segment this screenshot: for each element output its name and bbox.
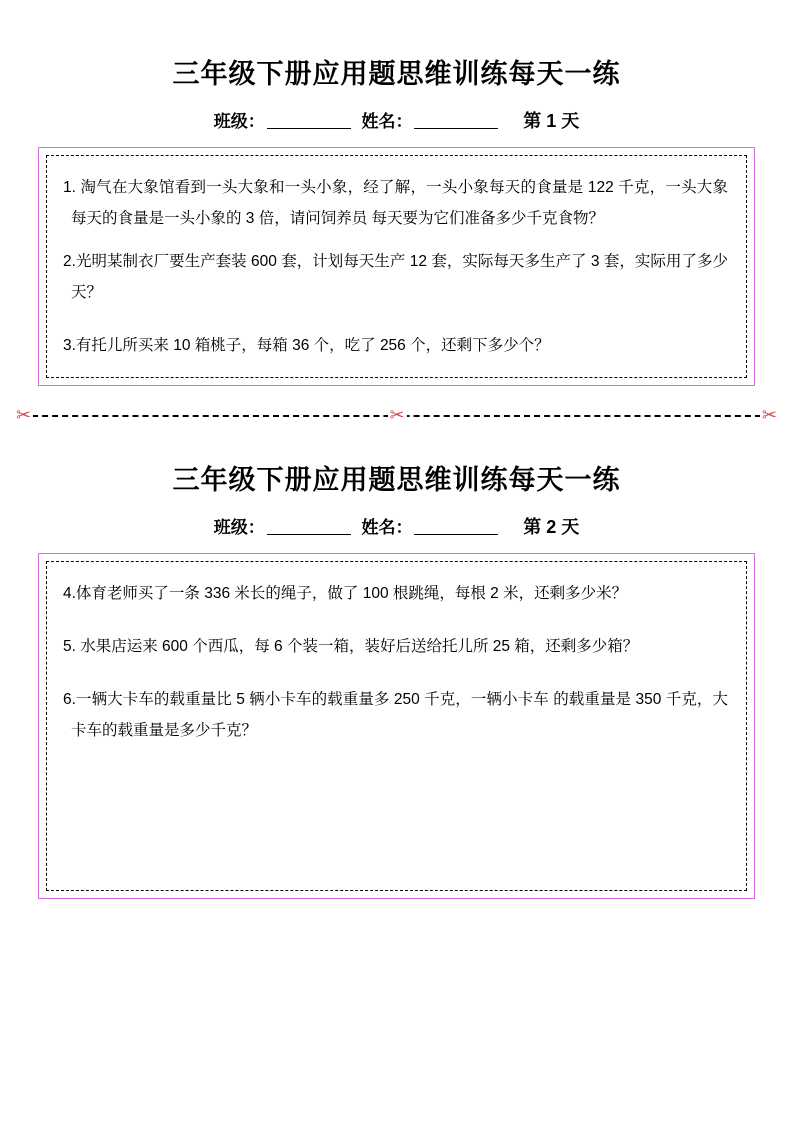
day-label-2: 第 2 天	[523, 517, 580, 537]
question-item: 6.一辆大卡车的载重量比 5 辆小卡车的载重量多 250 千克，一辆小卡车 的载重量是 350 千克，大卡车的载重量是多少千克？	[63, 691, 728, 739]
page-title-2: 三年级下册应用题思维训练每天一练	[172, 465, 621, 495]
student-info-row-1	[38, 107, 755, 133]
worksheet-day-2	[0, 458, 793, 899]
day-label-1: 第 1 天	[523, 111, 580, 131]
question-item: 1. 淘气在大象馆看到一头大象和一头小象，经了解，一头小象每天的食量是 122 千克，一头大象每天的食量是一头小象的 3 倍，请问饲养员 每天要为它们准备多少千克食物？	[63, 179, 728, 227]
name-input-2[interactable]	[414, 534, 498, 535]
scissors-icon: ✂	[761, 405, 777, 425]
question-item: 5. 水果店运来 600 个西瓜，每 6 个装一箱，装好后送给托儿所 25 箱，还剩多少箱？	[63, 638, 639, 655]
question-box-inner-2	[46, 561, 747, 891]
question-item: 2.光明某制衣厂要生产套装 600 套，计划每天生产 12 套，实际每天多生产了 3 套，实际用了多少天？	[63, 253, 728, 301]
class-input-2[interactable]	[267, 534, 351, 535]
worksheet-day-1	[0, 52, 793, 386]
class-label-2: 班级：	[213, 518, 265, 537]
class-label-1: 班级：	[213, 112, 265, 131]
name-label-2: 姓名：	[361, 518, 413, 537]
question-box-outer-2	[38, 553, 755, 899]
page-title-1: 三年级下册应用题思维训练每天一练	[172, 59, 621, 89]
question-item: 4.体育老师买了一条 336 米长的绳子，做了 100 根跳绳，每根 2 米，还剩多少米？	[63, 585, 628, 602]
question-box-outer-1	[38, 147, 755, 386]
question-box-inner-1	[46, 155, 747, 378]
question-item: 3.有托儿所买来 10 箱桃子，每箱 36 个，吃了 256 个，还剩下多少个？	[63, 337, 550, 354]
mid-spacer	[0, 436, 793, 458]
scissors-icon: ✂	[389, 405, 405, 425]
cut-line-divider	[0, 400, 793, 430]
class-input-1[interactable]	[267, 128, 351, 129]
student-info-row-2	[38, 513, 755, 539]
name-label-1: 姓名：	[361, 112, 413, 131]
top-spacer	[0, 0, 793, 52]
scissors-icon: ✂	[16, 405, 32, 425]
name-input-1[interactable]	[414, 128, 498, 129]
